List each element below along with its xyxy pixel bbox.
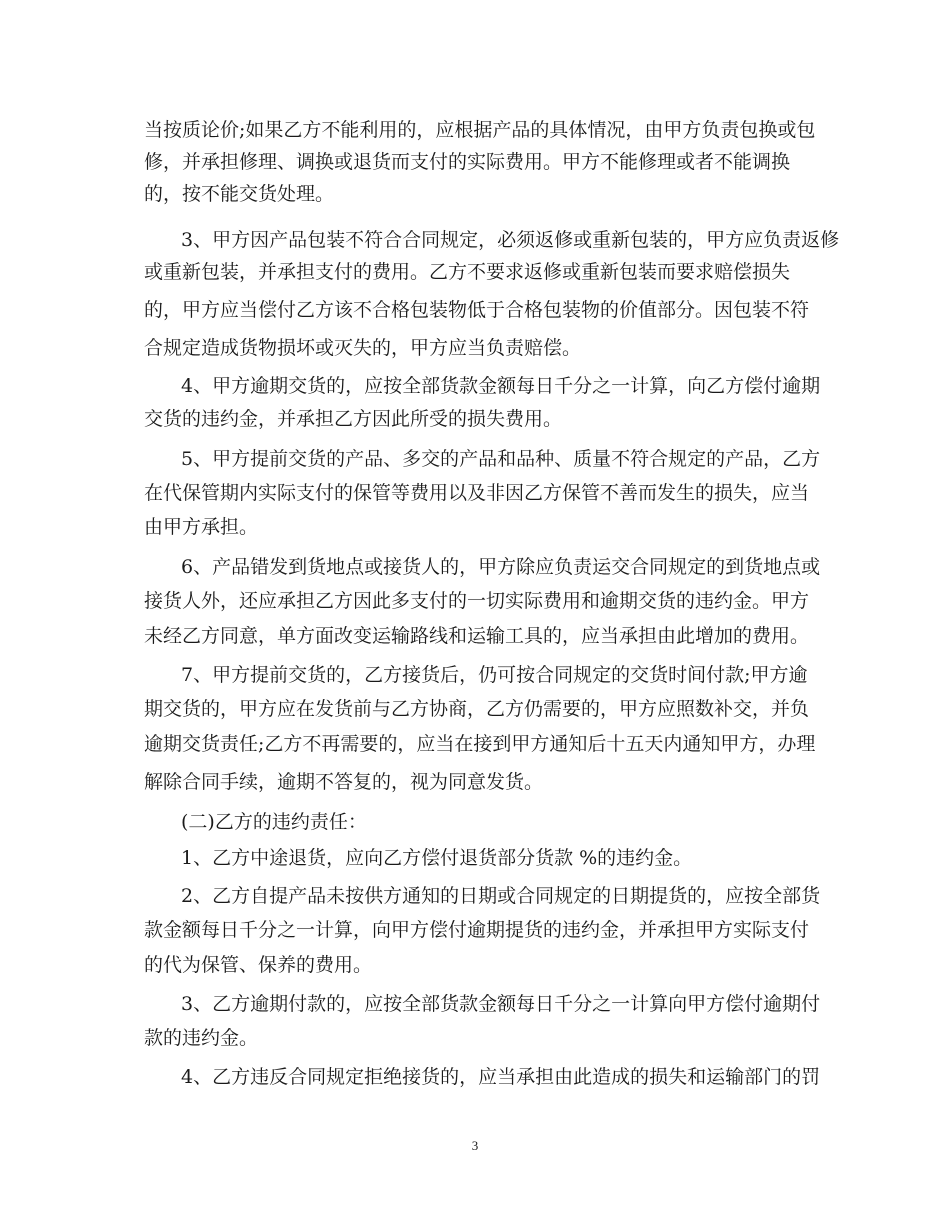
text-line: 3、乙方逾期付款的，应按全部货款金额每日千分之一计算向甲方偿付逾期付 <box>181 993 821 1015</box>
text-line: 4、乙方违反合同规定拒绝接货的，应当承担由此造成的损失和运输部门的罚 <box>181 1066 821 1088</box>
text-line: 期交货的，甲方应在发货前与乙方协商，乙方仍需要的，甲方应照数补交，并负 <box>144 698 810 720</box>
text-line: 未经乙方同意，单方面改变运输路线和运输工具的，应当承担由此增加的费用。 <box>144 625 810 647</box>
text-line: 的代为保管、保养的费用。 <box>144 954 373 976</box>
text-line: 在代保管期内实际支付的保管等费用以及非因乙方保管不善而发生的损失，应当 <box>144 482 810 504</box>
text-line: 的，按不能交货处理。 <box>144 183 335 205</box>
text-line: 由甲方承担。 <box>144 516 259 538</box>
text-line: 合规定造成货物损坏或灭失的，甲方应当负责赔偿。 <box>144 337 582 359</box>
text-line: 1、乙方中途退货，应向乙方偿付退货部分货款 %的违约金。 <box>181 847 693 869</box>
text-line: 2、乙方自提产品未按供方通知的日期或合同规定的日期提货的，应按全部货 <box>181 885 821 907</box>
page-number: 3 <box>471 1138 479 1153</box>
text-line: 的，甲方应当偿付乙方该不合格包装物低于合格包装物的价值部分。因包装不符 <box>144 299 810 321</box>
text-line: 5、甲方提前交货的产品、多交的产品和品种、质量不符合规定的产品，乙方 <box>181 448 821 470</box>
text-line: 修，并承担修理、调换或退货而支付的实际费用。甲方不能修理或者不能调换 <box>144 151 791 173</box>
text-line: 款金额每日千分之一计算，向甲方偿付逾期提货的违约金，并承担甲方实际支付 <box>144 919 810 941</box>
text-line: 接货人外，还应承担乙方因此多支付的一切实际费用和逾期交货的违约金。甲方 <box>144 590 810 612</box>
text-line: 逾期交货责任;乙方不再需要的，应当在接到甲方通知后十五天内通知甲方，办理 <box>144 733 816 755</box>
text-line: 7、甲方提前交货的，乙方接货后，仍可按合同规定的交货时间付款;甲方逾 <box>181 664 808 686</box>
text-line: 3、甲方因产品包装不符合合同规定，必须返修或重新包装的，甲方应负责返修 <box>181 229 840 251</box>
text-line: 当按质论价;如果乙方不能利用的，应根据产品的具体情况，由甲方负责包换或包 <box>144 119 816 141</box>
text-line: 解除合同手续，逾期不答复的，视为同意发货。 <box>144 771 544 793</box>
text-line: 交货的违约金，并承担乙方因此所受的损失费用。 <box>144 408 563 430</box>
text-line: 或重新包装，并承担支付的费用。乙方不要求返修或重新包装而要求赔偿损失 <box>144 261 791 283</box>
section-heading: (二)乙方的违约责任： <box>181 811 367 833</box>
text-line: 款的违约金。 <box>144 1027 259 1049</box>
text-line: 4、甲方逾期交货的，应按全部货款金额每日千分之一计算，向乙方偿付逾期 <box>181 375 821 397</box>
text-line: 6、产品错发到货地点或接货人的，甲方除应负责运交合同规定的到货地点或 <box>181 556 821 578</box>
